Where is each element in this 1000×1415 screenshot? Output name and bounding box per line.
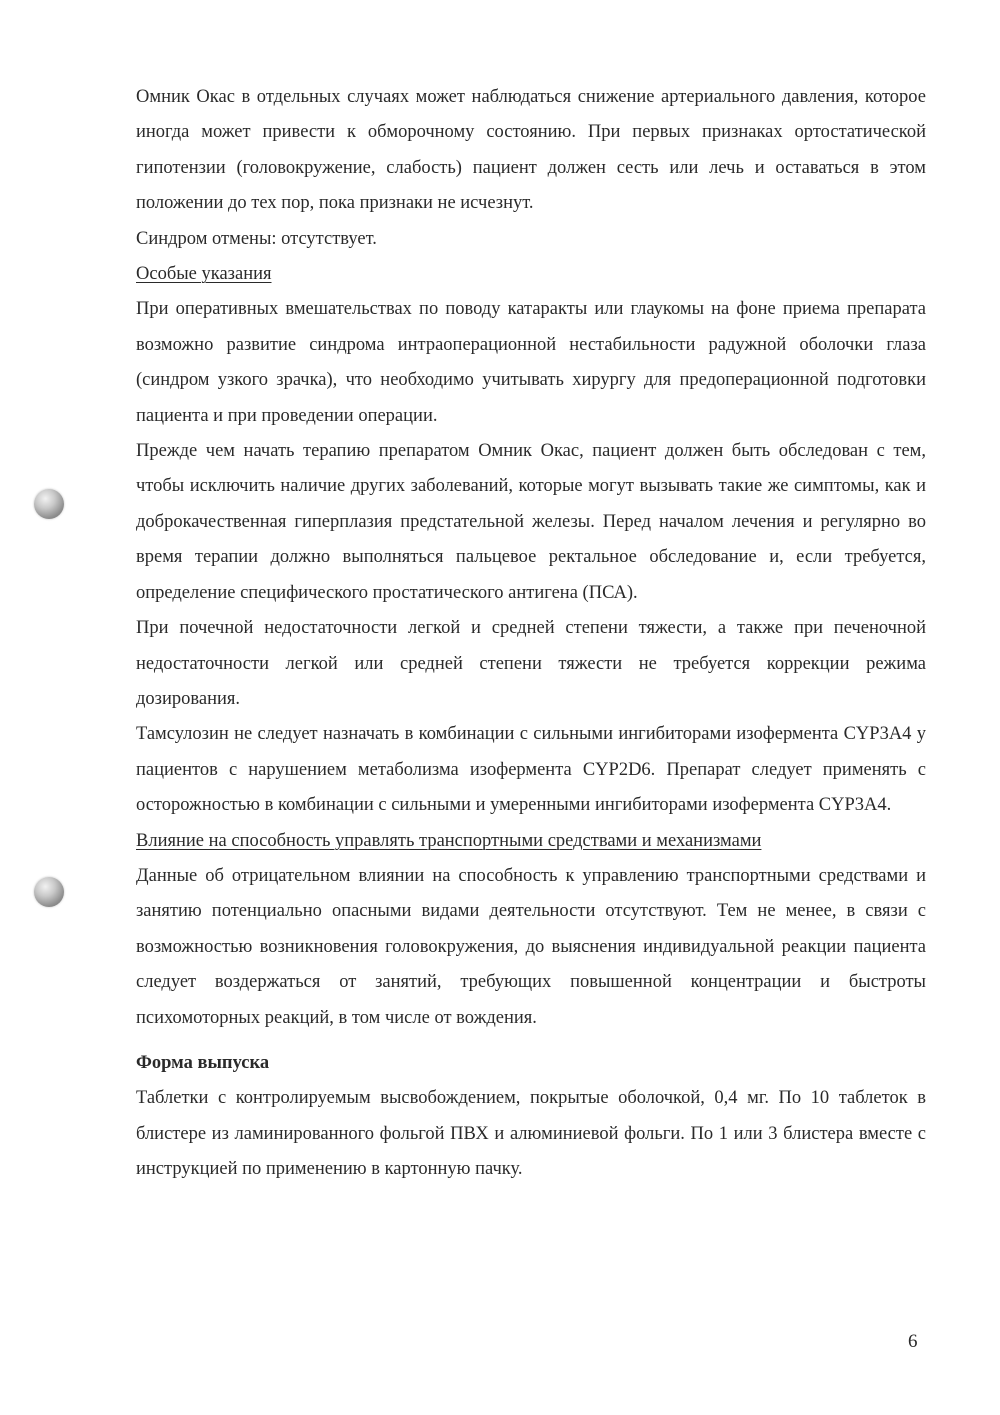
paragraph-dosage-form: Таблетки с контролируемым высвобождением, покрытые оболочкой, 0,4 мг. По 10 таблеток в блистере из ламинированного фольгой ПВХ и алюминиевой фольги. По 1 или 3 блистера вместе с инструкцией по применению в картонную пачку. bbox=[136, 1088, 926, 1180]
paragraph-cyp-inhibitors: Тамсулозин не следует назначать в комбинации с сильными ингибиторами изофермента CYP3A4 у пациентов с нарушением метаболизма изофермента CYP2D6. Препарат следует применять с осторожностью в комбинации с сильными и умеренными ингибиторами изофермента CYP3A4. bbox=[136, 724, 926, 816]
punch-hole-top bbox=[34, 489, 64, 519]
document-page bbox=[136, 80, 926, 1188]
page-number: 6 bbox=[908, 1331, 918, 1352]
paragraph-driving: Данные об отрицательном влиянии на способность к управлению транспортными средствами и занятию потенциально опасными видами деятельности отсутствуют. Тем не менее, в связи с возможностью возникновения головокружения, до выяснения индивидуальной реакции пациента следует воздержаться от занятий, требующих повышенной концентрации и быстроты психомоторных реакций, в том числе от вождения. bbox=[136, 865, 926, 1028]
heading-special-instructions: Особые указания bbox=[136, 264, 272, 285]
heading-driving-ability: Влияние на способность управлять транспортными средствами и механизмами bbox=[136, 830, 762, 851]
heading-dosage-form: Форма выпуска bbox=[136, 1052, 270, 1073]
punch-hole-bottom bbox=[34, 877, 64, 907]
paragraph-withdrawal: Синдром отмены: отсутствует. bbox=[136, 228, 377, 249]
paragraph-cataract-surgery: При оперативных вмешательствах по поводу катаракты или глаукомы на фоне приема препарата возможно развитие синдрома интраоперационной нестабильности радужной оболочки глаза (синдром узкого зрачка), что необходимо учитывать хирургу для предоперационной подготовки пациента и при проведении операции. bbox=[136, 299, 926, 426]
paragraph-renal-hepatic: При почечной недостаточности легкой и средней степени тяжести, а также при печеночной недостаточности легкой или средней степени тяжести не требуется коррекции режима дозирования. bbox=[136, 618, 926, 709]
paragraph-examination: Прежде чем начать терапию препаратом Омник Окас, пациент должен быть обследован с тем, чтобы исключить наличие других заболеваний, которые могут вызывать такие же симптомы, как и доброкачественная гиперплазия предстательной железы. Перед началом лечения и регулярно во время терапии должно выполняться пальцевое ректальное обследование и, если требуется, определение специфического простатического антигена (ПСА). bbox=[136, 441, 926, 603]
paragraph-hypotension: Омник Окас в отдельных случаях может наблюдаться снижение артериального давления, которое иногда может привести к обморочному состоянию. При первых признаках ортостатической гипотензии (головокружение, слабость) пациент должен сесть или лечь и оставаться в этом положении до тех пор, пока признаки не исчезнут. bbox=[136, 87, 926, 214]
